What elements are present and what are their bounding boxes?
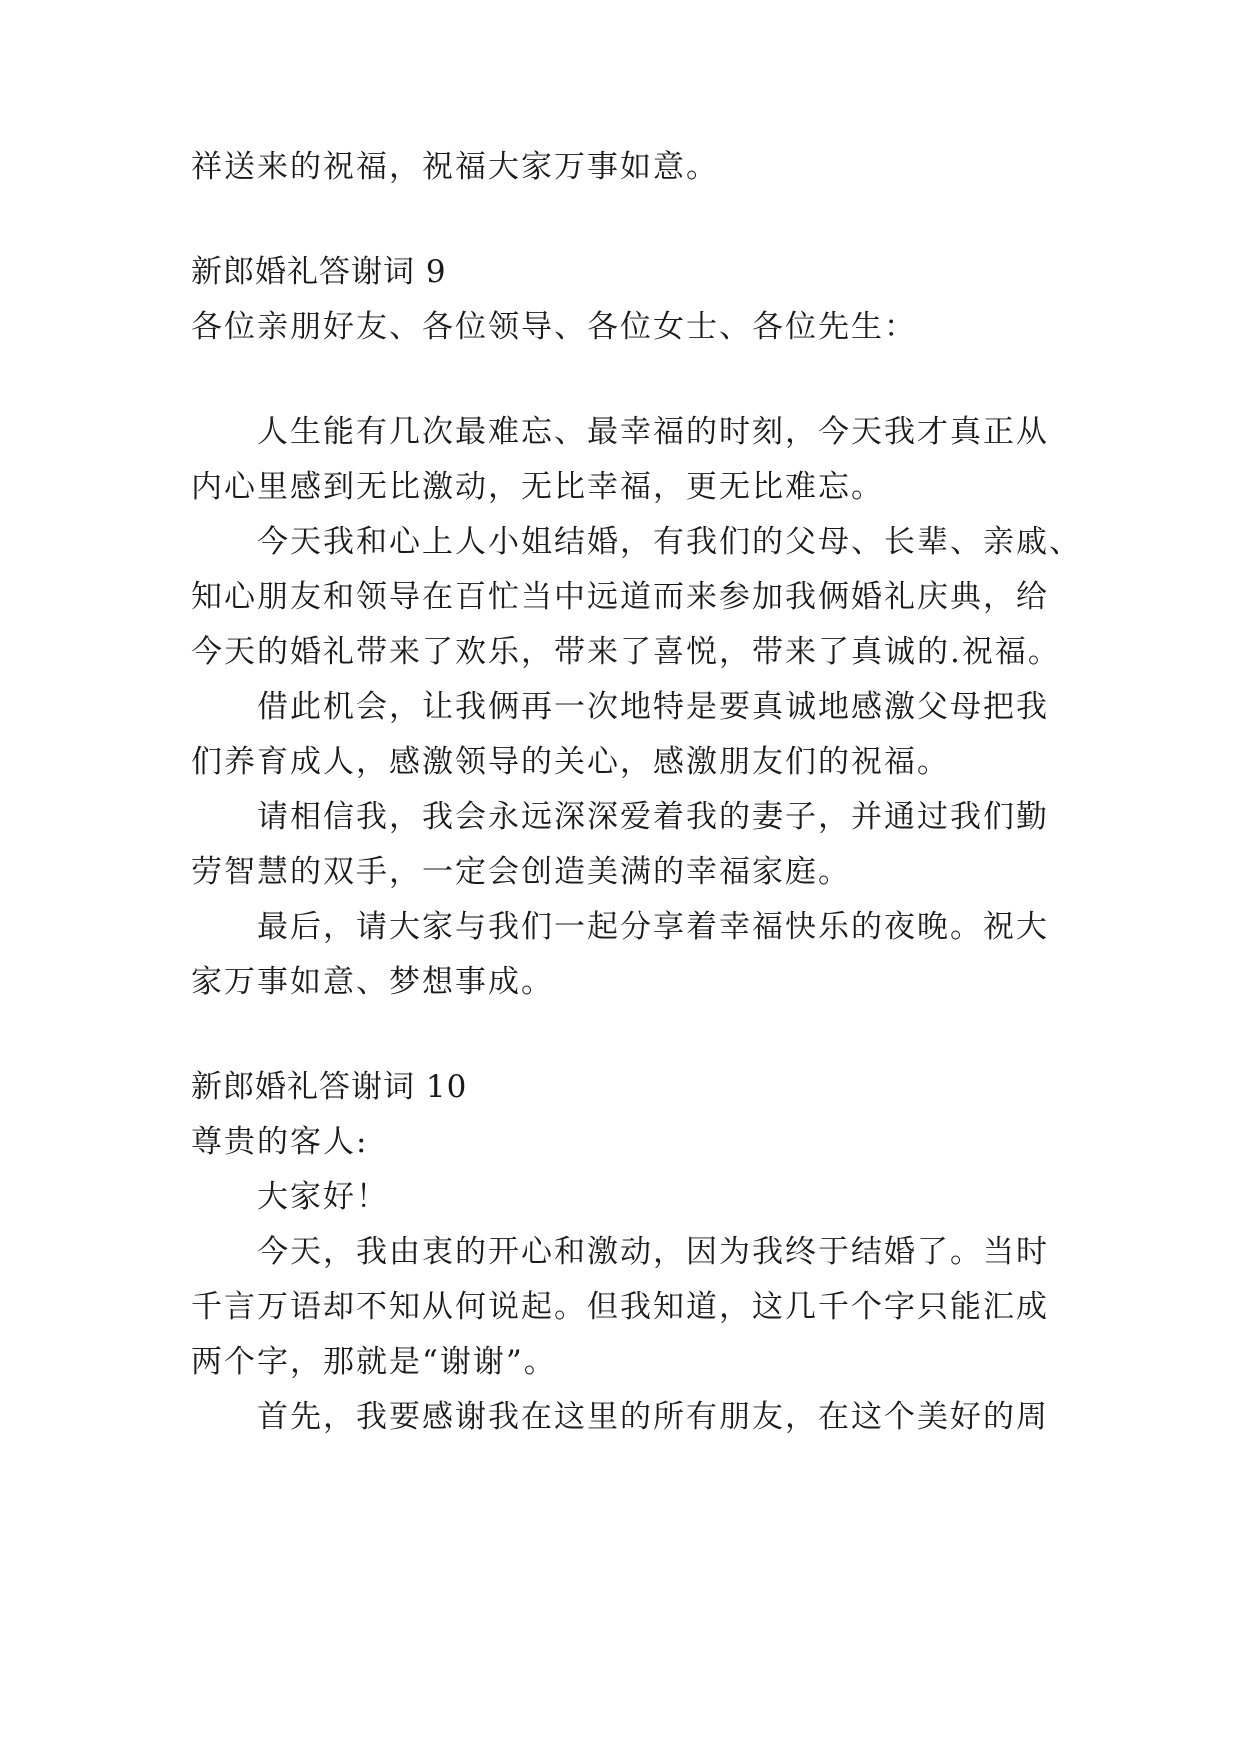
paragraph-line: 内心里感到无比激动，无比幸福，更无比难忘。 [191, 469, 884, 505]
paragraph-line: 家万事如意、梦想事成。 [191, 964, 554, 1000]
paragraph-line: 劳智慧的双手，一定会创造美满的幸福家庭。 [191, 854, 851, 890]
paragraph-line: 今天我和心上人小姐结婚，有我们的父母、长辈、亲戚、 [257, 524, 1082, 560]
text-line: 祥送来的祝福，祝福大家万事如意。 [191, 149, 719, 185]
paragraph-line: 首先，我要感谢我在这里的所有朋友，在这个美好的周 [257, 1399, 1049, 1435]
salutation: 各位亲朋好友、各位领导、各位女士、各位先生： [191, 309, 917, 345]
salutation: 尊贵的客人: [191, 1124, 369, 1160]
section-heading: 新郎婚礼答谢词 9 [191, 254, 447, 290]
paragraph-line: 今天的婚礼带来了欢乐，带来了喜悦，带来了真诚的.祝福。 [191, 634, 1061, 670]
paragraph-line: 今天，我由衷的开心和激动，因为我终于结婚了。当时 [257, 1234, 1049, 1270]
paragraph-line: 大家好！ [257, 1179, 389, 1215]
paragraph-line: 人生能有几次最难忘、最幸福的时刻，今天我才真正从 [257, 414, 1049, 450]
section-heading: 新郎婚礼答谢词 10 [191, 1069, 468, 1105]
paragraph-line: 们养育成人，感激领导的关心，感激朋友们的祝福。 [191, 744, 950, 780]
paragraph-line: 借此机会，让我俩再一次地特是要真诚地感激父母把我 [257, 689, 1049, 725]
paragraph-line: 请相信我，我会永远深深爱着我的妻子，并通过我们勤 [257, 799, 1049, 835]
paragraph-line: 千言万语却不知从何说起。但我知道，这几千个字只能汇成 [191, 1289, 1049, 1325]
paragraph-line: 两个字，那就是“谢谢”。 [191, 1344, 557, 1380]
paragraph-line: 最后，请大家与我们一起分享着幸福快乐的夜晚。祝大 [257, 909, 1049, 945]
paragraph-line: 知心朋友和领导在百忙当中远道而来参加我俩婚礼庆典，给 [191, 579, 1049, 615]
